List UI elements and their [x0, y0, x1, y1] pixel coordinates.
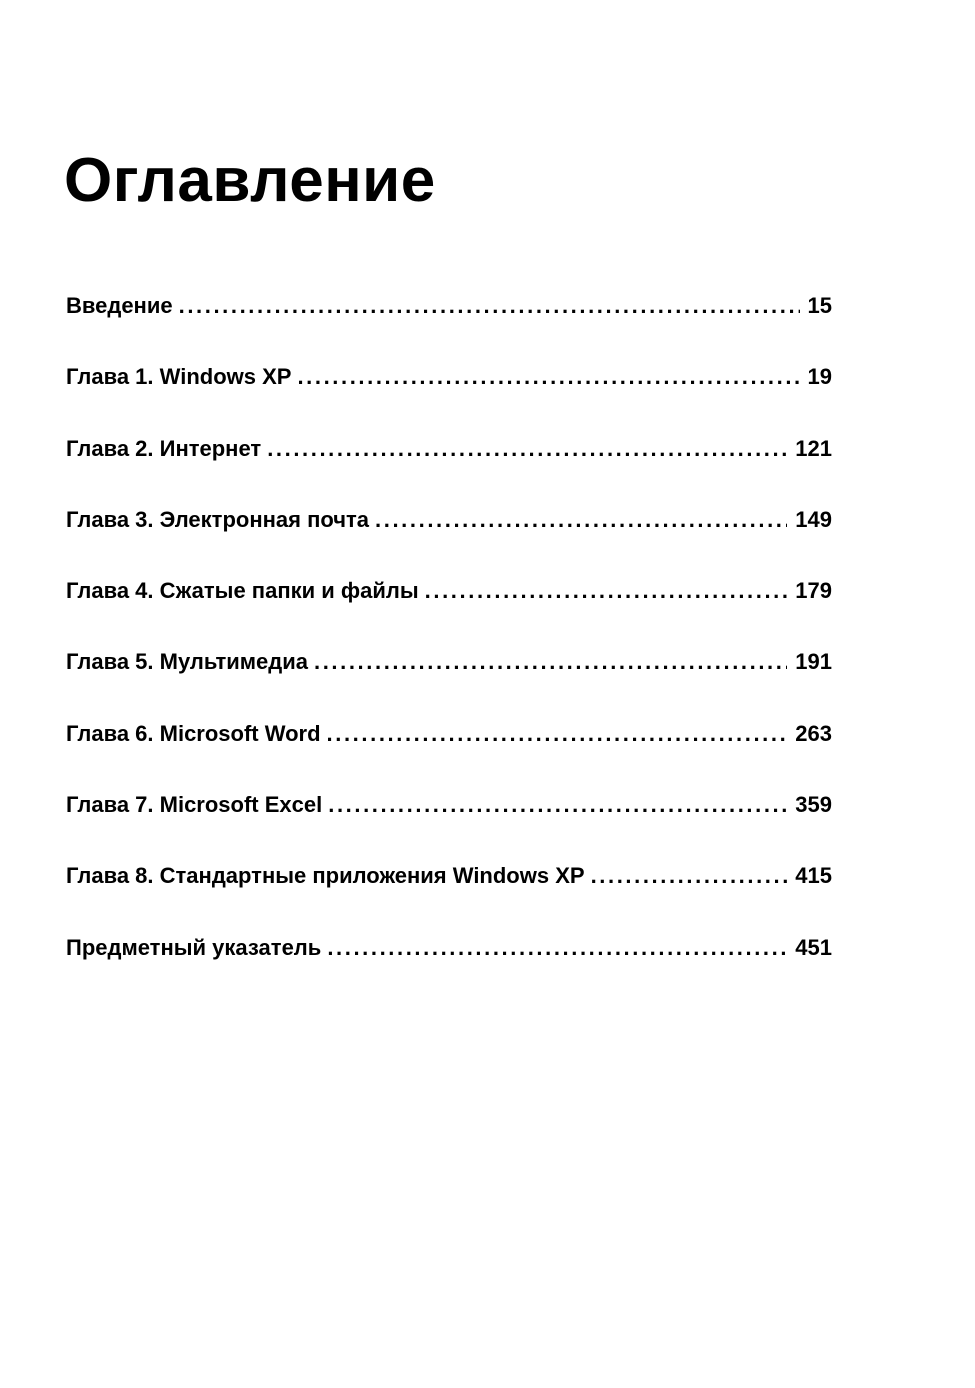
- toc-entry-chapter-4[interactable]: [66, 577, 832, 648]
- toc-page-number: 121: [795, 435, 832, 461]
- toc-dot-leader: [425, 577, 788, 606]
- toc-dot-leader: [297, 363, 799, 392]
- toc-entry-chapter-5[interactable]: [66, 648, 832, 719]
- toc-page-number: 451: [795, 934, 832, 960]
- toc-entry-label: Введение: [66, 293, 173, 318]
- toc-page-number: 191: [795, 649, 832, 675]
- toc-page-number: 359: [795, 792, 832, 818]
- toc-entry-label: Предметный указатель: [66, 934, 322, 960]
- toc-entry-label: Глава 4. Сжатые папки и файлы: [66, 578, 419, 604]
- toc-entry-label: Глава 8. Стандартные приложения Windows XP: [66, 863, 585, 889]
- toc-entry-subject-index[interactable]: [66, 934, 832, 1005]
- toc-entry-chapter-2[interactable]: [66, 435, 832, 506]
- toc-page-number: 415: [795, 863, 832, 889]
- toc-entry-label: Глава 6. Microsoft Word: [66, 720, 321, 746]
- toc-dot-leader: [591, 862, 788, 891]
- table-of-contents: [66, 292, 832, 1005]
- page-title: Оглавление: [64, 146, 436, 215]
- toc-dot-leader: [179, 292, 800, 321]
- toc-page-number: 19: [807, 364, 832, 390]
- toc-page-number: 179: [795, 578, 832, 604]
- toc-entry-label: Глава 2. Интернет: [66, 435, 262, 461]
- toc-dot-leader: [327, 934, 787, 963]
- toc-entry-chapter-7[interactable]: [66, 791, 832, 862]
- toc-dot-leader: [314, 648, 787, 677]
- toc-dot-leader: [267, 435, 787, 464]
- toc-page-number: 149: [795, 506, 832, 532]
- toc-entry-chapter-6[interactable]: [66, 720, 832, 791]
- toc-entry-label: Глава 1. Windows XP: [66, 364, 292, 390]
- toc-page-number: 263: [795, 720, 832, 746]
- toc-dot-leader: [328, 791, 787, 820]
- toc-dot-leader: [375, 506, 787, 535]
- toc-page-number: 15: [807, 293, 832, 318]
- toc-entry-label: Глава 7. Microsoft Excel: [66, 792, 323, 818]
- toc-entry-label: Глава 3. Электронная почта: [66, 506, 370, 532]
- toc-entry-chapter-3[interactable]: [66, 506, 832, 577]
- toc-entry-chapter-1[interactable]: [66, 363, 832, 434]
- toc-entry-chapter-8[interactable]: [66, 862, 832, 933]
- toc-dot-leader: [327, 720, 788, 749]
- toc-entry-label: Глава 5. Мультимедиа: [66, 649, 308, 675]
- toc-entry-introduction[interactable]: [66, 292, 832, 363]
